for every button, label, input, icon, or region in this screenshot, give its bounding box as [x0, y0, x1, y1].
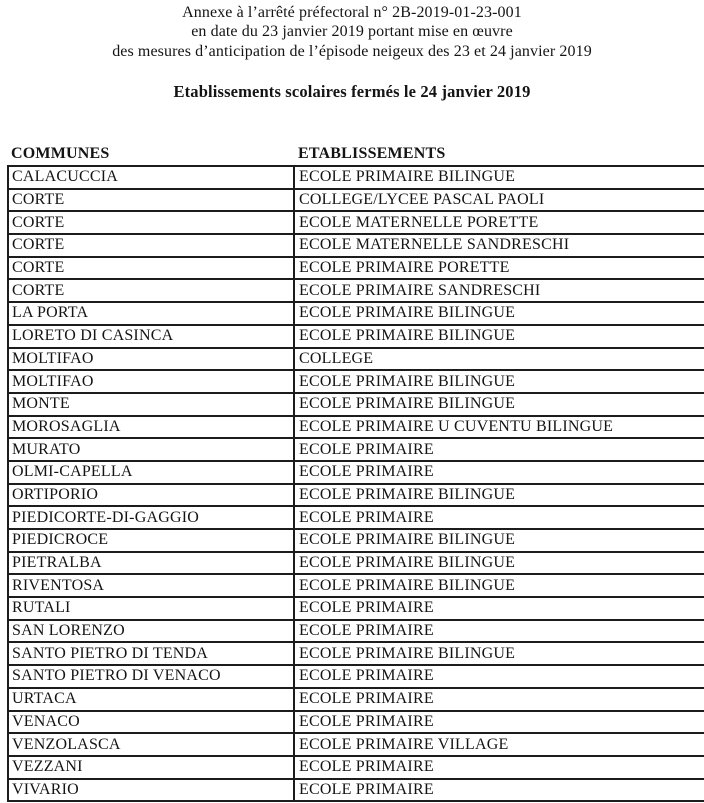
table-row — [8, 370, 704, 393]
commune-cell: VENACO — [8, 711, 294, 734]
etablissement-cell: ECOLE PRIMAIRE — [294, 688, 704, 711]
table-row — [8, 506, 704, 529]
etablissement-cell: COLLEGE — [294, 348, 704, 371]
table-row — [8, 779, 704, 802]
commune-cell: ORTIPORIO — [8, 484, 294, 507]
table-row — [8, 733, 704, 756]
document-title: Etablissements scolaires fermés le 24 janvier 2019 — [173, 81, 531, 101]
etablissement-cell: ECOLE PRIMAIRE — [294, 461, 704, 484]
column-header-communes: COMMUNES — [11, 145, 110, 162]
column-header-etablissements: ETABLISSEMENTS — [298, 145, 446, 162]
table-row — [8, 552, 704, 575]
etablissement-cell: ECOLE PRIMAIRE BILINGUE — [294, 393, 704, 416]
etablissement-cell: ECOLE PRIMAIRE BILINGUE — [294, 529, 704, 552]
commune-cell: RIVENTOSA — [8, 574, 294, 597]
table-header-row — [8, 140, 704, 166]
etablissement-cell: ECOLE PRIMAIRE PORETTE — [294, 257, 704, 280]
commune-cell: PIEDICROCE — [8, 529, 294, 552]
etablissement-cell: ECOLE PRIMAIRE BILINGUE — [294, 574, 704, 597]
commune-cell: CORTE — [8, 234, 294, 257]
commune-cell: CORTE — [8, 257, 294, 280]
etablissement-cell: ECOLE PRIMAIRE BILINGUE — [294, 642, 704, 665]
etablissement-cell: ECOLE PRIMAIRE SANDRESCHI — [294, 279, 704, 302]
table-row — [8, 348, 704, 371]
commune-cell: VIVARIO — [8, 779, 294, 802]
document-header — [0, 3, 704, 102]
table-row — [8, 642, 704, 665]
table-row — [8, 620, 704, 643]
etablissement-cell: ECOLE MATERNELLE PORETTE — [294, 211, 704, 234]
table-row — [8, 166, 704, 189]
etablissement-cell: ECOLE PRIMAIRE BILINGUE — [294, 552, 704, 575]
table-row — [8, 597, 704, 620]
commune-cell: SANTO PIETRO DI TENDA — [8, 642, 294, 665]
etablissement-cell: ECOLE PRIMAIRE U CUVENTU BILINGUE — [294, 416, 704, 439]
commune-cell: CORTE — [8, 279, 294, 302]
etablissement-cell: ECOLE PRIMAIRE — [294, 711, 704, 734]
table-row — [8, 279, 704, 302]
commune-cell: MURATO — [8, 438, 294, 461]
commune-cell: PIETRALBA — [8, 552, 294, 575]
commune-cell: CORTE — [8, 211, 294, 234]
etablissement-cell: ECOLE PRIMAIRE — [294, 620, 704, 643]
commune-cell: CORTE — [8, 189, 294, 212]
table-row — [8, 711, 704, 734]
commune-cell: MOROSAGLIA — [8, 416, 294, 439]
table-row — [8, 325, 704, 348]
annexe-date-line: en date du 23 janvier 2019 portant mise en œuvre — [191, 23, 513, 41]
commune-cell: SANTO PIETRO DI VENACO — [8, 665, 294, 688]
etablissement-cell: ECOLE MATERNELLE SANDRESCHI — [294, 234, 704, 257]
commune-cell: LA PORTA — [8, 302, 294, 325]
commune-cell: PIEDICORTE-DI-GAGGIO — [8, 506, 294, 529]
commune-cell: VENZOLASCA — [8, 733, 294, 756]
table-row — [8, 665, 704, 688]
etablissement-cell: ECOLE PRIMAIRE BILINGUE — [294, 302, 704, 325]
commune-cell: MOLTIFAO — [8, 348, 294, 371]
table-row — [8, 234, 704, 257]
commune-cell: RUTALI — [8, 597, 294, 620]
etablissement-cell: ECOLE PRIMAIRE BILINGUE — [294, 166, 704, 189]
closed-schools-table — [7, 140, 704, 802]
etablissement-cell: ECOLE PRIMAIRE BILINGUE — [294, 370, 704, 393]
commune-cell: VEZZANI — [8, 756, 294, 779]
commune-cell: URTACA — [8, 688, 294, 711]
table-row — [8, 416, 704, 439]
table-row — [8, 211, 704, 234]
commune-cell: MOLTIFAO — [8, 370, 294, 393]
table-row — [8, 574, 704, 597]
table-row — [8, 302, 704, 325]
table-row — [8, 189, 704, 212]
etablissement-cell: ECOLE PRIMAIRE — [294, 756, 704, 779]
commune-cell: CALACUCCIA — [8, 166, 294, 189]
annexe-reference-line: Annexe à l’arrêté préfectoral n° 2B-2019-01-23-001 — [182, 4, 522, 21]
annexe-measures-line: des mesures d’anticipation de l’épisode neigeux des 23 et 24 janvier 2019 — [112, 42, 592, 60]
etablissement-cell: COLLEGE/LYCEE PASCAL PAOLI — [294, 189, 704, 212]
etablissement-cell: ECOLE PRIMAIRE BILINGUE — [294, 325, 704, 348]
table-row — [8, 484, 704, 507]
etablissement-cell: ECOLE PRIMAIRE VILLAGE — [294, 733, 704, 756]
commune-cell: SAN LORENZO — [8, 620, 294, 643]
etablissement-cell: ECOLE PRIMAIRE — [294, 779, 704, 802]
table-row — [8, 461, 704, 484]
table-row — [8, 688, 704, 711]
commune-cell: OLMI-CAPELLA — [8, 461, 294, 484]
etablissement-cell: ECOLE PRIMAIRE — [294, 506, 704, 529]
commune-cell: LORETO DI CASINCA — [8, 325, 294, 348]
table-row — [8, 438, 704, 461]
table-row — [8, 756, 704, 779]
table-row — [8, 529, 704, 552]
etablissement-cell: ECOLE PRIMAIRE — [294, 597, 704, 620]
table-row — [8, 393, 704, 416]
etablissement-cell: ECOLE PRIMAIRE — [294, 665, 704, 688]
etablissement-cell: ECOLE PRIMAIRE — [294, 438, 704, 461]
commune-cell: MONTE — [8, 393, 294, 416]
etablissement-cell: ECOLE PRIMAIRE BILINGUE — [294, 484, 704, 507]
table-row — [8, 257, 704, 280]
